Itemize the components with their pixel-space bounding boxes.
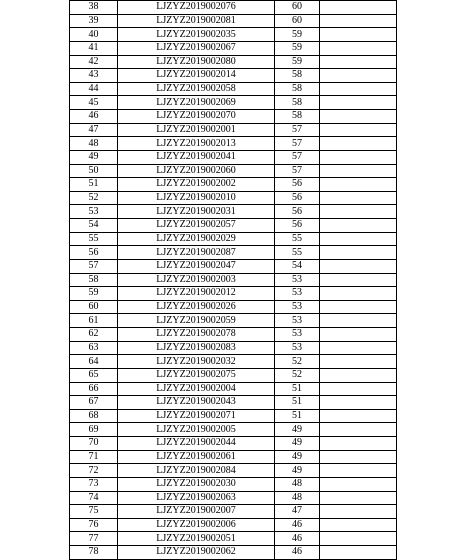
score-cell: 59 xyxy=(275,28,320,42)
note-cell xyxy=(320,546,397,560)
score-cell: 49 xyxy=(275,450,320,464)
candidate-id-cell: LJZYZ2019002041 xyxy=(118,150,275,164)
score-cell: 57 xyxy=(275,137,320,151)
table-row xyxy=(70,505,397,519)
table-row xyxy=(70,28,397,42)
score-cell: 54 xyxy=(275,259,320,273)
score-cell: 48 xyxy=(275,477,320,491)
note-cell xyxy=(320,273,397,287)
candidate-id-cell: LJZYZ2019002014 xyxy=(118,69,275,83)
rank-cell: 71 xyxy=(70,450,118,464)
rank-cell: 40 xyxy=(70,28,118,42)
candidate-id-cell: LJZYZ2019002043 xyxy=(118,396,275,410)
rank-cell: 66 xyxy=(70,382,118,396)
note-cell xyxy=(320,259,397,273)
table-row xyxy=(70,232,397,246)
rank-cell: 70 xyxy=(70,437,118,451)
rank-cell: 77 xyxy=(70,532,118,546)
table-row xyxy=(70,491,397,505)
table-row xyxy=(70,164,397,178)
table-row xyxy=(70,205,397,219)
note-cell xyxy=(320,205,397,219)
candidate-id-cell: LJZYZ2019002002 xyxy=(118,178,275,192)
candidate-id-cell: LJZYZ2019002059 xyxy=(118,314,275,328)
score-cell: 60 xyxy=(275,14,320,28)
table-row xyxy=(70,123,397,137)
score-cell: 56 xyxy=(275,205,320,219)
rank-cell: 59 xyxy=(70,287,118,301)
candidate-id-cell: LJZYZ2019002044 xyxy=(118,437,275,451)
note-cell xyxy=(320,28,397,42)
candidate-id-cell: LJZYZ2019002061 xyxy=(118,450,275,464)
rank-cell: 51 xyxy=(70,178,118,192)
score-cell: 58 xyxy=(275,96,320,110)
score-cell: 51 xyxy=(275,396,320,410)
candidate-id-cell: LJZYZ2019002058 xyxy=(118,82,275,96)
candidate-id-cell: LJZYZ2019002087 xyxy=(118,246,275,260)
table-row xyxy=(70,300,397,314)
rank-cell: 65 xyxy=(70,368,118,382)
candidate-id-cell: LJZYZ2019002035 xyxy=(118,28,275,42)
table-row xyxy=(70,450,397,464)
note-cell xyxy=(320,232,397,246)
table-row xyxy=(70,178,397,192)
rank-cell: 45 xyxy=(70,96,118,110)
rank-cell: 39 xyxy=(70,14,118,28)
score-cell: 49 xyxy=(275,437,320,451)
candidate-id-cell: LJZYZ2019002007 xyxy=(118,505,275,519)
score-cell: 59 xyxy=(275,55,320,69)
candidate-id-cell: LJZYZ2019002069 xyxy=(118,96,275,110)
score-cell: 56 xyxy=(275,191,320,205)
candidate-id-cell: LJZYZ2019002026 xyxy=(118,300,275,314)
score-cell: 52 xyxy=(275,355,320,369)
note-cell xyxy=(320,219,397,233)
note-cell xyxy=(320,137,397,151)
rank-cell: 55 xyxy=(70,232,118,246)
candidate-id-cell: LJZYZ2019002067 xyxy=(118,41,275,55)
note-cell xyxy=(320,328,397,342)
note-cell xyxy=(320,96,397,110)
candidate-id-cell: LJZYZ2019002005 xyxy=(118,423,275,437)
rank-cell: 52 xyxy=(70,191,118,205)
score-cell: 58 xyxy=(275,82,320,96)
table-row xyxy=(70,287,397,301)
candidate-id-cell: LJZYZ2019002032 xyxy=(118,355,275,369)
note-cell xyxy=(320,69,397,83)
table-row xyxy=(70,437,397,451)
score-cell: 53 xyxy=(275,273,320,287)
score-cell: 53 xyxy=(275,314,320,328)
candidate-id-cell: LJZYZ2019002010 xyxy=(118,191,275,205)
note-cell xyxy=(320,477,397,491)
score-cell: 46 xyxy=(275,532,320,546)
note-cell xyxy=(320,437,397,451)
note-cell xyxy=(320,123,397,137)
candidate-id-cell: LJZYZ2019002057 xyxy=(118,219,275,233)
candidate-id-cell: LJZYZ2019002030 xyxy=(118,477,275,491)
candidate-id-cell: LJZYZ2019002080 xyxy=(118,55,275,69)
candidate-id-cell: LJZYZ2019002081 xyxy=(118,14,275,28)
score-cell: 56 xyxy=(275,219,320,233)
score-cell: 57 xyxy=(275,123,320,137)
table-row xyxy=(70,368,397,382)
note-cell xyxy=(320,450,397,464)
score-cell: 55 xyxy=(275,232,320,246)
score-cell: 49 xyxy=(275,464,320,478)
table-row xyxy=(70,328,397,342)
table-row xyxy=(70,246,397,260)
rank-cell: 73 xyxy=(70,477,118,491)
rank-cell: 56 xyxy=(70,246,118,260)
table-row xyxy=(70,518,397,532)
rank-cell: 42 xyxy=(70,55,118,69)
table-row xyxy=(70,41,397,55)
rank-cell: 57 xyxy=(70,259,118,273)
rank-cell: 62 xyxy=(70,328,118,342)
rank-cell: 72 xyxy=(70,464,118,478)
score-cell: 46 xyxy=(275,518,320,532)
table-row xyxy=(70,96,397,110)
score-cell: 53 xyxy=(275,328,320,342)
rank-cell: 53 xyxy=(70,205,118,219)
table-row xyxy=(70,477,397,491)
table-row xyxy=(70,137,397,151)
rank-cell: 61 xyxy=(70,314,118,328)
candidate-id-cell: LJZYZ2019002029 xyxy=(118,232,275,246)
note-cell xyxy=(320,396,397,410)
note-cell xyxy=(320,55,397,69)
table-row xyxy=(70,396,397,410)
candidate-id-cell: LJZYZ2019002013 xyxy=(118,137,275,151)
note-cell xyxy=(320,14,397,28)
note-cell xyxy=(320,1,397,15)
rank-cell: 50 xyxy=(70,164,118,178)
table-row xyxy=(70,409,397,423)
table-row xyxy=(70,355,397,369)
candidate-id-cell: LJZYZ2019002012 xyxy=(118,287,275,301)
score-cell: 57 xyxy=(275,150,320,164)
rank-cell: 74 xyxy=(70,491,118,505)
note-cell xyxy=(320,355,397,369)
score-cell: 59 xyxy=(275,41,320,55)
note-cell xyxy=(320,491,397,505)
candidate-id-cell: LJZYZ2019002062 xyxy=(118,546,275,560)
table-row xyxy=(70,341,397,355)
score-table-body xyxy=(70,1,397,560)
candidate-id-cell: LJZYZ2019002070 xyxy=(118,110,275,124)
table-row xyxy=(70,150,397,164)
table-row xyxy=(70,464,397,478)
rank-cell: 58 xyxy=(70,273,118,287)
note-cell xyxy=(320,246,397,260)
score-cell: 55 xyxy=(275,246,320,260)
rank-cell: 67 xyxy=(70,396,118,410)
rank-cell: 48 xyxy=(70,137,118,151)
score-cell: 60 xyxy=(275,1,320,15)
table-row xyxy=(70,314,397,328)
table-row xyxy=(70,273,397,287)
score-cell: 56 xyxy=(275,178,320,192)
candidate-id-cell: LJZYZ2019002076 xyxy=(118,1,275,15)
rank-cell: 64 xyxy=(70,355,118,369)
table-row xyxy=(70,1,397,15)
score-cell: 48 xyxy=(275,491,320,505)
table-row xyxy=(70,69,397,83)
note-cell xyxy=(320,518,397,532)
note-cell xyxy=(320,532,397,546)
note-cell xyxy=(320,191,397,205)
score-cell: 57 xyxy=(275,164,320,178)
candidate-id-cell: LJZYZ2019002083 xyxy=(118,341,275,355)
table-row xyxy=(70,191,397,205)
note-cell xyxy=(320,150,397,164)
rank-cell: 69 xyxy=(70,423,118,437)
note-cell xyxy=(320,368,397,382)
candidate-id-cell: LJZYZ2019002071 xyxy=(118,409,275,423)
candidate-id-cell: LJZYZ2019002051 xyxy=(118,532,275,546)
rank-cell: 60 xyxy=(70,300,118,314)
note-cell xyxy=(320,82,397,96)
table-row xyxy=(70,219,397,233)
table-row xyxy=(70,259,397,273)
rank-cell: 43 xyxy=(70,69,118,83)
table-row xyxy=(70,546,397,560)
candidate-id-cell: LJZYZ2019002060 xyxy=(118,164,275,178)
table-row xyxy=(70,423,397,437)
note-cell xyxy=(320,314,397,328)
table-row xyxy=(70,14,397,28)
note-cell xyxy=(320,41,397,55)
rank-cell: 75 xyxy=(70,505,118,519)
candidate-id-cell: LJZYZ2019002078 xyxy=(118,328,275,342)
note-cell xyxy=(320,300,397,314)
candidate-id-cell: LJZYZ2019002084 xyxy=(118,464,275,478)
score-cell: 46 xyxy=(275,546,320,560)
note-cell xyxy=(320,382,397,396)
note-cell xyxy=(320,287,397,301)
rank-cell: 49 xyxy=(70,150,118,164)
rank-cell: 78 xyxy=(70,546,118,560)
table-row xyxy=(70,55,397,69)
rank-cell: 76 xyxy=(70,518,118,532)
note-cell xyxy=(320,409,397,423)
score-cell: 53 xyxy=(275,300,320,314)
table-row xyxy=(70,82,397,96)
score-cell: 51 xyxy=(275,409,320,423)
candidate-id-cell: LJZYZ2019002001 xyxy=(118,123,275,137)
note-cell xyxy=(320,423,397,437)
candidate-id-cell: LJZYZ2019002006 xyxy=(118,518,275,532)
score-cell: 58 xyxy=(275,69,320,83)
score-table xyxy=(69,0,397,560)
rank-cell: 47 xyxy=(70,123,118,137)
rank-cell: 38 xyxy=(70,1,118,15)
candidate-id-cell: LJZYZ2019002075 xyxy=(118,368,275,382)
score-cell: 58 xyxy=(275,110,320,124)
note-cell xyxy=(320,164,397,178)
candidate-id-cell: LJZYZ2019002004 xyxy=(118,382,275,396)
rank-cell: 68 xyxy=(70,409,118,423)
rank-cell: 63 xyxy=(70,341,118,355)
score-cell: 53 xyxy=(275,287,320,301)
table-row xyxy=(70,110,397,124)
candidate-id-cell: LJZYZ2019002063 xyxy=(118,491,275,505)
score-cell: 51 xyxy=(275,382,320,396)
note-cell xyxy=(320,110,397,124)
rank-cell: 54 xyxy=(70,219,118,233)
candidate-id-cell: LJZYZ2019002047 xyxy=(118,259,275,273)
score-cell: 52 xyxy=(275,368,320,382)
table-row xyxy=(70,532,397,546)
score-cell: 47 xyxy=(275,505,320,519)
note-cell xyxy=(320,341,397,355)
note-cell xyxy=(320,464,397,478)
rank-cell: 46 xyxy=(70,110,118,124)
rank-cell: 44 xyxy=(70,82,118,96)
score-cell: 49 xyxy=(275,423,320,437)
candidate-id-cell: LJZYZ2019002031 xyxy=(118,205,275,219)
note-cell xyxy=(320,178,397,192)
candidate-id-cell: LJZYZ2019002003 xyxy=(118,273,275,287)
rank-cell: 41 xyxy=(70,41,118,55)
note-cell xyxy=(320,505,397,519)
table-row xyxy=(70,382,397,396)
score-cell: 53 xyxy=(275,341,320,355)
